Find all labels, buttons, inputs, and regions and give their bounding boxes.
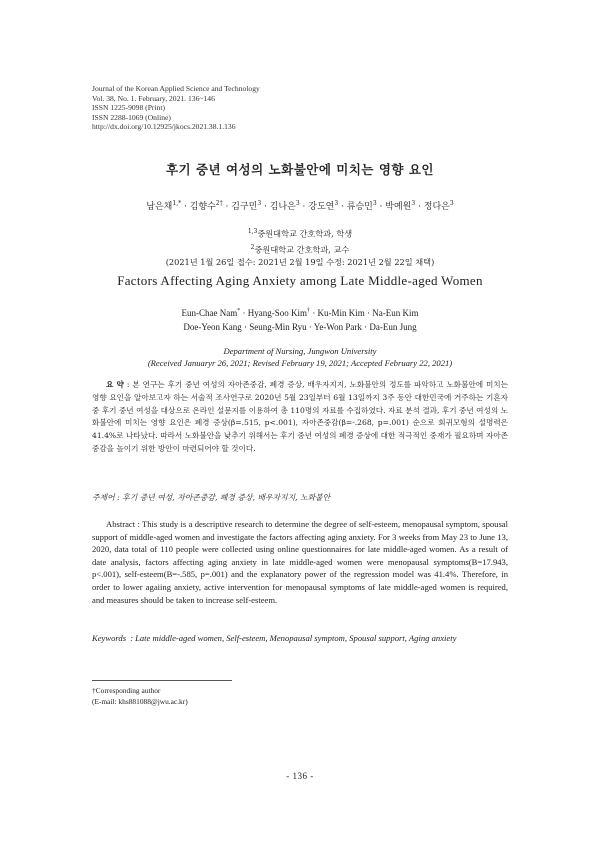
author-separator: · bbox=[222, 202, 232, 212]
journal-volume: Vol. 38, No. 1. February, 2021. 136~146 bbox=[92, 93, 215, 103]
author-name: 박예원 bbox=[385, 202, 412, 212]
issn-online: ISSN 2288-1069 (Online) bbox=[92, 112, 171, 122]
english-authors-line2: Doe-Yeon Kang · Seung-Min Ryu · Ye-Won Park · Da-Eun Jung bbox=[183, 321, 417, 332]
author-separator: · bbox=[181, 202, 190, 212]
author-name: 정다은 bbox=[423, 202, 450, 212]
corresponding-email[interactable]: (E-mail: khs881088@jwu.ac.kr) bbox=[92, 696, 188, 706]
author-name: Eun-Chae Nam bbox=[181, 308, 238, 318]
page-number: - 136 - bbox=[286, 771, 314, 781]
english-abstract bbox=[92, 518, 508, 606]
footnote-divider bbox=[92, 680, 232, 681]
author-mark: 3 bbox=[372, 200, 377, 207]
author-separator: · bbox=[338, 202, 347, 212]
affiliation-text: 중원대학교 간호학과, 교수 bbox=[254, 244, 350, 255]
author-name: 강도연 bbox=[308, 202, 335, 212]
english-authors bbox=[0, 305, 600, 334]
english-department: Department of Nursing, Jungwon University bbox=[223, 346, 377, 356]
english-authors-line1 bbox=[0, 305, 600, 321]
author-mark: 3 bbox=[449, 200, 454, 207]
korean-affiliations bbox=[0, 225, 600, 269]
journal-header bbox=[92, 84, 260, 132]
english-keywords-label: Keywords bbox=[92, 633, 127, 643]
author-separator: · bbox=[261, 202, 270, 212]
affiliation-text: 중원대학교 간호학과, 학생 bbox=[257, 228, 353, 239]
korean-keywords: 주제어 : 후기 중년 여성, 자아존중감, 폐경 증상, 배우자지지, 노화불안 bbox=[92, 493, 331, 502]
english-keywords-text: : Late middle-aged women, Self-esteem, Menopausal symptom, Spousal support, Aging anxiety bbox=[130, 633, 457, 643]
corresponding-author: †Corresponding author bbox=[92, 686, 161, 695]
author-mark: 3 bbox=[411, 200, 416, 207]
affiliation-students bbox=[0, 225, 600, 241]
journal-name: Journal of the Korean Applied Science and Technology bbox=[92, 84, 260, 93]
korean-authors bbox=[0, 199, 600, 212]
author-name: · Ku-Min Kim · Na-Eun Kim bbox=[310, 308, 419, 318]
footnote bbox=[92, 686, 188, 707]
english-abstract-label: Abstract bbox=[106, 519, 136, 529]
author-mark: 2† bbox=[215, 200, 223, 207]
author-name: · Hyang-Soo Kim bbox=[240, 308, 307, 318]
author-name: 류승민 bbox=[346, 202, 373, 212]
korean-abstract-label: 요 약 bbox=[106, 380, 124, 389]
author-mark: 3 bbox=[334, 200, 339, 207]
author-separator: · bbox=[299, 202, 309, 212]
author-name: 김구민 bbox=[231, 202, 258, 212]
affiliation-mark: 2 bbox=[250, 243, 255, 251]
korean-abstract bbox=[92, 379, 508, 456]
english-title: Factors Affecting Aging Anxiety among Late Middle-aged Women bbox=[117, 273, 483, 288]
author-mark: 3 bbox=[295, 200, 300, 207]
author-mark: 1,* bbox=[172, 200, 182, 207]
english-dates: (Received Januaryr 26, 2021; Revised February 19, 2021; Accepted February 22, 2021) bbox=[147, 358, 453, 368]
author-separator: · bbox=[415, 202, 424, 212]
author-mark: † bbox=[307, 308, 310, 314]
korean-abstract-text: : 본 연구는 후기 중년 여성의 자아존중감, 폐경 증상, 배우자지지, 노화불안의 정도를 파악하고 노화불안에 미치는 영향 요인을 알아보고자 하는 서술적 조사연구로 2020년 5월 23일부터 6월 13일까지 3주 동안 대한민국에 거주하는 기혼자 중 후기 중년 여성을 대상으로 온라인 설문지를 이용하여 총 110명의 자료를 수집하였다. 자료 분석 결과, 후기 중년 여성의 노화불안에 미치는 영향 요인은 폐경 증상(β=.515, p<.001), 자아존중감(β=-.268, p=.001) 순으로 회귀모형의 설명력은 41.4%로 나타났다. 따라서 노화불안을 낮추기 위해서는 후기 중년 여성의 폐경 증상에 대한 적극적인 중재가 필요하며 자아존중감을 높이기 위한 방안이 마련되어야 할 것이다. bbox=[92, 380, 508, 453]
korean-title: 후기 중년 여성의 노화불안에 미치는 영향 요인 bbox=[165, 162, 435, 177]
korean-dates: (2021년 1월 26일 접수: 2021년 2월 19일 수정: 2021년 2월 22일 채택) bbox=[165, 257, 435, 268]
english-affiliation bbox=[0, 345, 600, 369]
author-mark: * bbox=[237, 308, 241, 314]
author-name: 남은채 bbox=[146, 202, 173, 212]
issn-print: ISSN 1225-9098 (Print) bbox=[92, 103, 165, 113]
author-separator: · bbox=[376, 202, 386, 212]
author-mark: 3 bbox=[257, 200, 262, 207]
english-keywords bbox=[92, 632, 508, 645]
author-name: 김나은 bbox=[269, 202, 296, 212]
affiliation-professor bbox=[0, 241, 600, 257]
doi-link[interactable]: http://dx.doi.org/10.12925/jkocs.2021.38.1.136 bbox=[92, 122, 236, 132]
affiliation-mark: 1,3 bbox=[247, 228, 258, 235]
author-name: 김향수 bbox=[189, 202, 216, 212]
english-abstract-text: : This study is a descriptive research to determine the degree of self-esteem, menopausal symptom, spousal support of middle-aged women and investigate the factors affecting aging anxiety. For 3 weeks from May 23 to June 13, 2020, data total of 110 people were collected using online questionnaires for late middle-aged women. As a result of date analysis, factors affecting aging anxiety in late middle-aged women were menopausal symptoms(B=17.943, p<.001), self-esteem(B=-.585, p=.001) and the explanatory power of the regression model was 41.4%. Therefore, in order to lower agaiing anxiety, active intervention for menopausal symptoms of late middle-aged women is required, and measures should be taken to increase self-esteem. bbox=[92, 519, 509, 605]
